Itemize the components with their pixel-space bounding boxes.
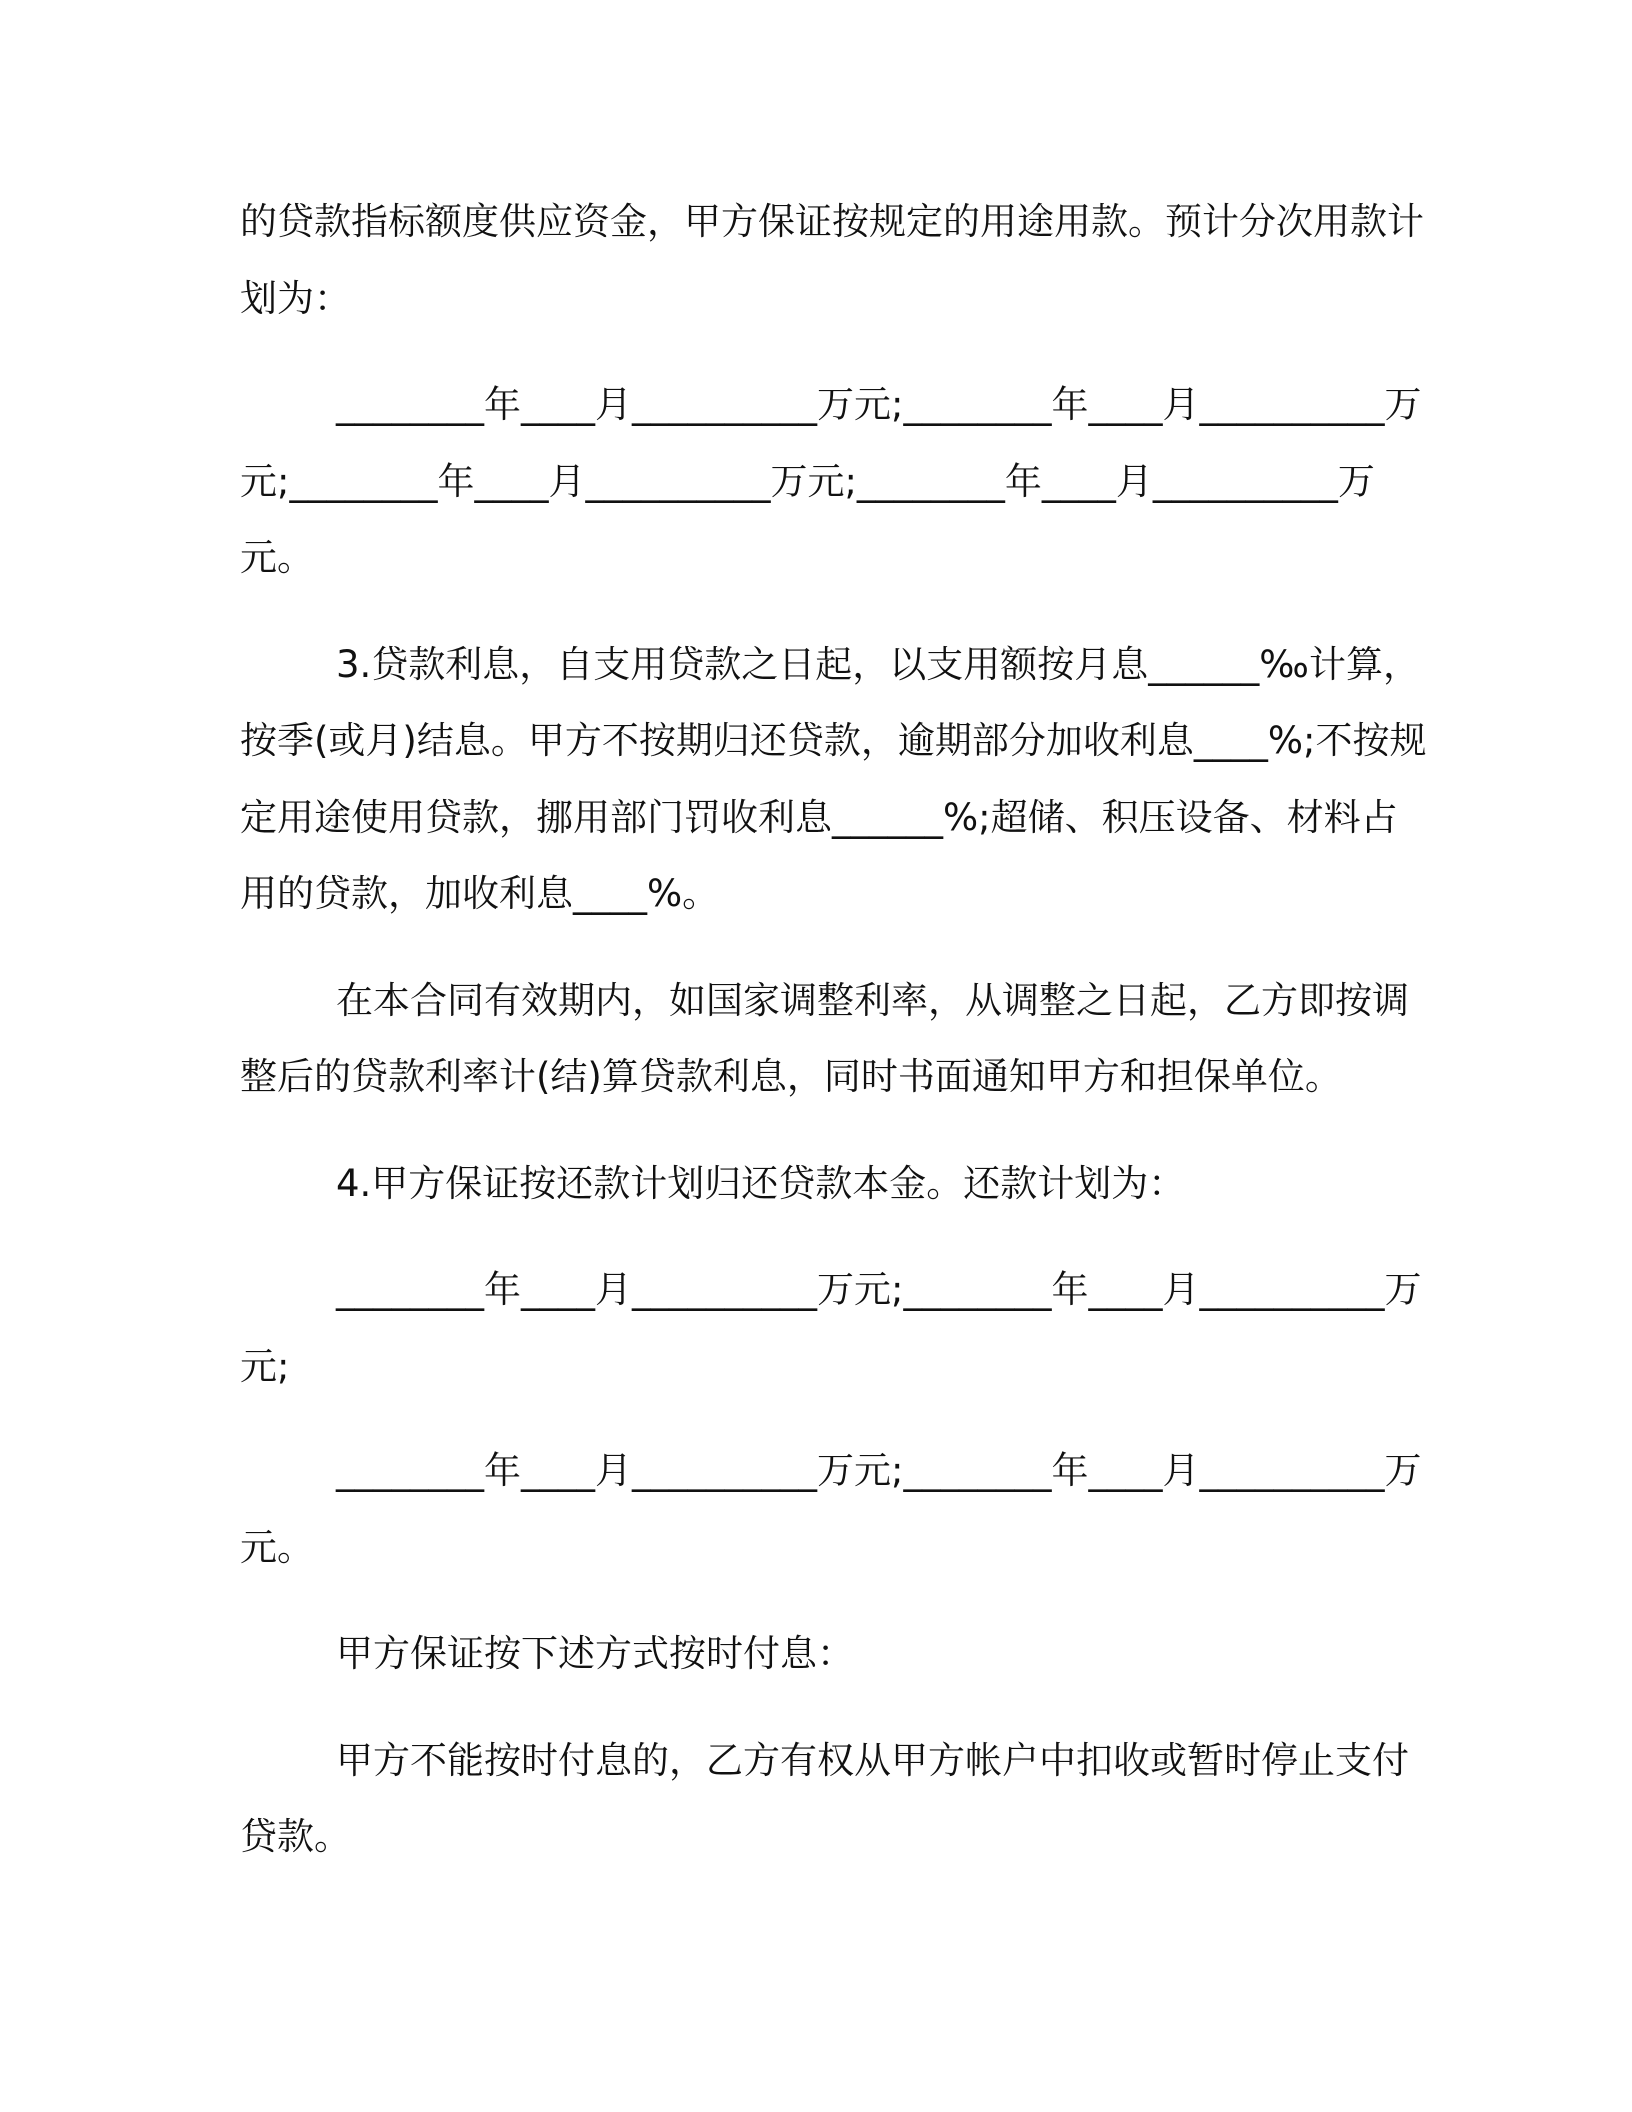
paragraph-repayment-schedule-1: ________年____月__________万元;________年____月__________万元; <box>240 1268 1422 1388</box>
paragraph-interest-terms: 3.贷款利息，自支用贷款之日起，以支用额按月息______‰计算，按季(或月)结息。甲方不按期归还贷款，逾期部分加收利息____%;不按规定用途使用贷款，挪用部门罚收利息______%;超储、积压设备、材料占用的贷款，加收利息____%。 <box>240 642 1427 915</box>
paragraph-late-interest: 甲方不能按时付息的，乙方有权从甲方帐户中扣收或暂时停止支付贷款。 <box>240 1738 1409 1858</box>
paragraph-drawdown-schedule: ________年____月__________万元;________年____月__________万元;________年____月__________万元;________年____月__________万元。 <box>240 383 1422 579</box>
paragraph-repayment-plan: 4.甲方保证按还款计划归还贷款本金。还款计划为： <box>336 1161 1186 1205</box>
paragraph-loan-supply: 的贷款指标额度供应资金，甲方保证按规定的用途用款。预计分次用款计划为： <box>240 200 1424 320</box>
document-body <box>240 184 1430 1876</box>
paragraph-interest-payment: 甲方保证按下述方式按时付息： <box>336 1632 854 1675</box>
paragraph-rate-adjustment: 在本合同有效期内，如国家调整利率，从调整之日起，乙方即按调整后的贷款利率计(结)算贷款利息，同时书面通知甲方和担保单位。 <box>240 978 1409 1098</box>
paragraph-repayment-schedule-2: ________年____月__________万元;________年____月__________万元。 <box>240 1449 1422 1569</box>
